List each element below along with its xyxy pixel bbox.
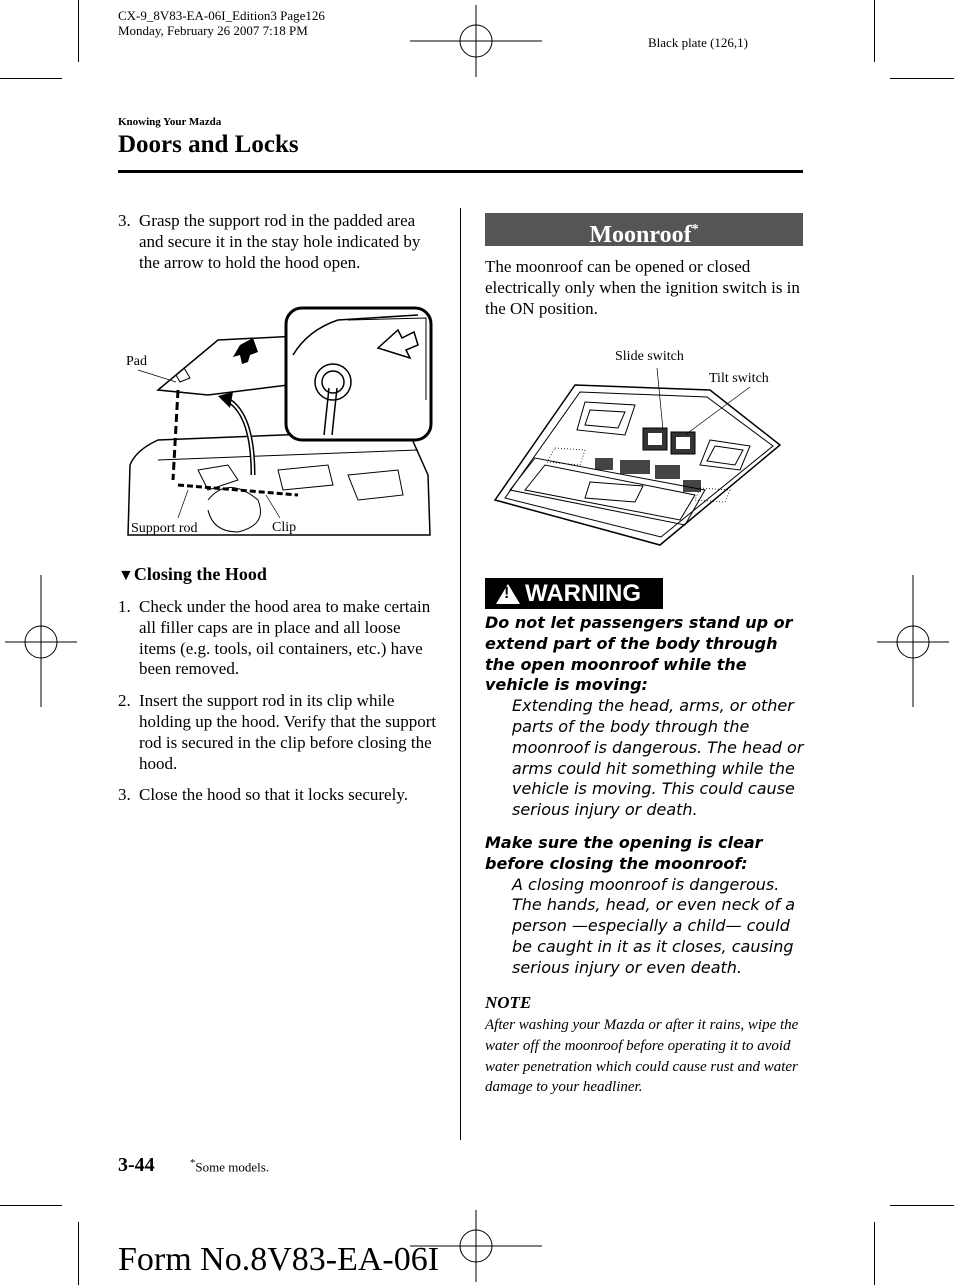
label-pad: Pad [126,354,147,369]
list-item [118,785,438,806]
column-divider [460,208,461,1140]
list-item [118,211,438,273]
hood-figure [118,300,438,545]
print-header-line1: CX-9_8V83-EA-06I_Edition3 Page126 [118,8,325,23]
page-title: Doors and Locks [118,131,299,158]
warning-label: WARNING [525,580,641,607]
footnote-star: * [190,1157,196,1169]
footnote-text: Some models. [195,1159,270,1175]
step-list-close [118,597,438,817]
page-number: 3-44 [118,1154,155,1176]
print-header-plate: Black plate (126,1) [648,35,748,50]
crop-mark [890,78,954,79]
step-text: Check under the hood area to make certain all filler caps are in place and all loose items (e.g. tools, oil containers, etc.) have been removed. [139,597,431,679]
label-support-rod: Support rod [131,521,198,536]
crop-mark [78,1222,79,1285]
list-item [118,691,438,774]
crop-mark [874,0,875,62]
label-tilt-switch: Tilt switch [709,371,769,386]
crop-mark [78,0,79,62]
title-rule [118,170,803,173]
crop-mark [890,1205,954,1206]
warning-body: Extending the head, arms, or other parts of the body through the moonroof is dangerous. The head or arms could hit something while the vehicle is moving. This could cause serious injury or death. [512,696,804,820]
moonroof-intro: The moonroof can be opened or closed electrically only when the ignition switch is in the ON position. [485,257,800,318]
step-text: Close the hood so that it locks securely. [139,785,408,805]
section-label: Knowing Your Mazda [118,116,222,128]
crop-mark [0,78,62,79]
warning-lead: Make sure the opening is clear before closing the moonroof: [485,833,763,873]
triangle-marker-icon: ▼ [118,567,134,584]
warning-body: A closing moonroof is dangerous. The hands, head, or even neck of a person —especially a child— could be caught in it as it closes, causing serious injury or even death. [512,874,795,977]
step-number: 1. [118,597,131,616]
moonroof-banner [485,213,803,246]
warning-badge [485,578,663,609]
banner-title: Moonroof [589,222,692,248]
warning-exclamation: ! [504,585,510,602]
banner-star: * [691,222,699,237]
list-item [118,597,438,680]
print-header-line2: Monday, February 26 2007 7:18 PM [118,23,308,38]
warning-block-2 [485,833,805,979]
label-slide-switch: Slide switch [615,349,684,364]
closing-heading-text: Closing the Hood [133,564,267,584]
form-number: Form No.8V83-EA-06I [118,1241,440,1278]
step-number: 3. [118,785,131,805]
registration-mark-right [877,575,949,707]
warning-lead: Do not let passengers stand up or extend part of the body through the open moonroof while the vehicle is moving: [485,613,793,695]
crop-mark [0,1205,62,1206]
warning-block-1 [485,613,805,821]
step-number: 3. [118,211,131,230]
crop-mark [874,1222,875,1285]
step-text: Grasp the support rod in the padded area and secure it in the stay hole indicated by the arrow to hold the hood open. [139,211,421,272]
note-heading: NOTE [485,993,532,1012]
step-number: 2. [118,691,131,711]
step-text: Insert the support rod in its clip while holding up the hood. Verify that the support rod is secured in the clip before closing the hood. [139,691,437,773]
footnote [190,1157,269,1175]
step-list-open [118,211,438,284]
closing-heading [118,564,267,585]
registration-mark-top [410,5,542,77]
registration-mark-left [5,575,77,707]
note-text: After washing your Mazda or after it rains, wipe the water off the moonroof before operating it to avoid water penetration which could cause rust and water damage to your headliner. [485,1017,799,1096]
label-clip: Clip [272,520,297,535]
